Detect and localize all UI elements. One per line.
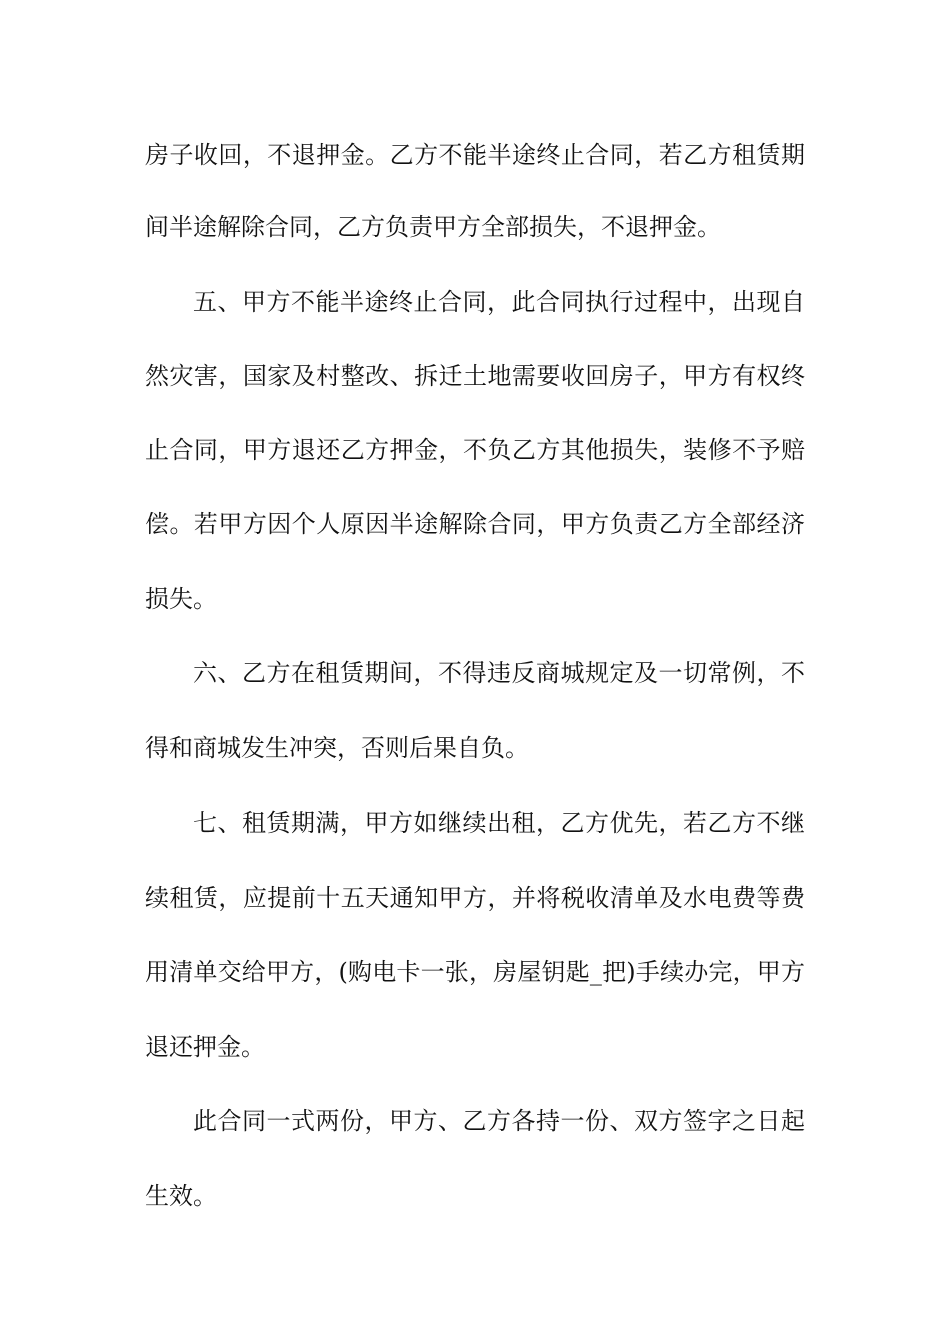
text-line: 生效。 xyxy=(145,1182,217,1210)
text-line: 得和商城发生冲突，否则后果自负。 xyxy=(145,734,529,762)
text-line: 偿。若甲方因个人原因半途解除合同，甲方负责乙方全部经济 xyxy=(145,510,805,538)
text-line: 用清单交给甲方，(购电卡一张，房屋钥匙_把)手续办完，甲方 xyxy=(145,958,805,986)
text-line: 止合同，甲方退还乙方押金，不负乙方其他损失，装修不予赔 xyxy=(145,436,805,464)
paragraph-five-start: 五、甲方不能半途终止合同，此合同执行过程中，出现自 xyxy=(193,288,805,316)
text-line: 间半途解除合同，乙方负责甲方全部损失，不退押金。 xyxy=(145,213,721,241)
text-line: 损失。 xyxy=(145,585,217,613)
paragraph-seven-start: 七、租赁期满，甲方如继续出租，乙方优先，若乙方不继 xyxy=(193,809,805,837)
text-line: 退还押金。 xyxy=(145,1033,265,1061)
closing-paragraph-start: 此合同一式两份，甲方、乙方各持一份、双方签字之日起 xyxy=(193,1107,805,1135)
text-line: 然灾害，国家及村整改、拆迁土地需要收回房子，甲方有权终 xyxy=(145,362,805,390)
paragraph-six-start: 六、乙方在租赁期间，不得违反商城规定及一切常例，不 xyxy=(193,659,805,687)
text-line: 续租赁，应提前十五天通知甲方，并将税收清单及水电费等费 xyxy=(145,884,805,912)
text-line: 房子收回，不退押金。乙方不能半途终止合同，若乙方租赁期 xyxy=(145,141,805,169)
